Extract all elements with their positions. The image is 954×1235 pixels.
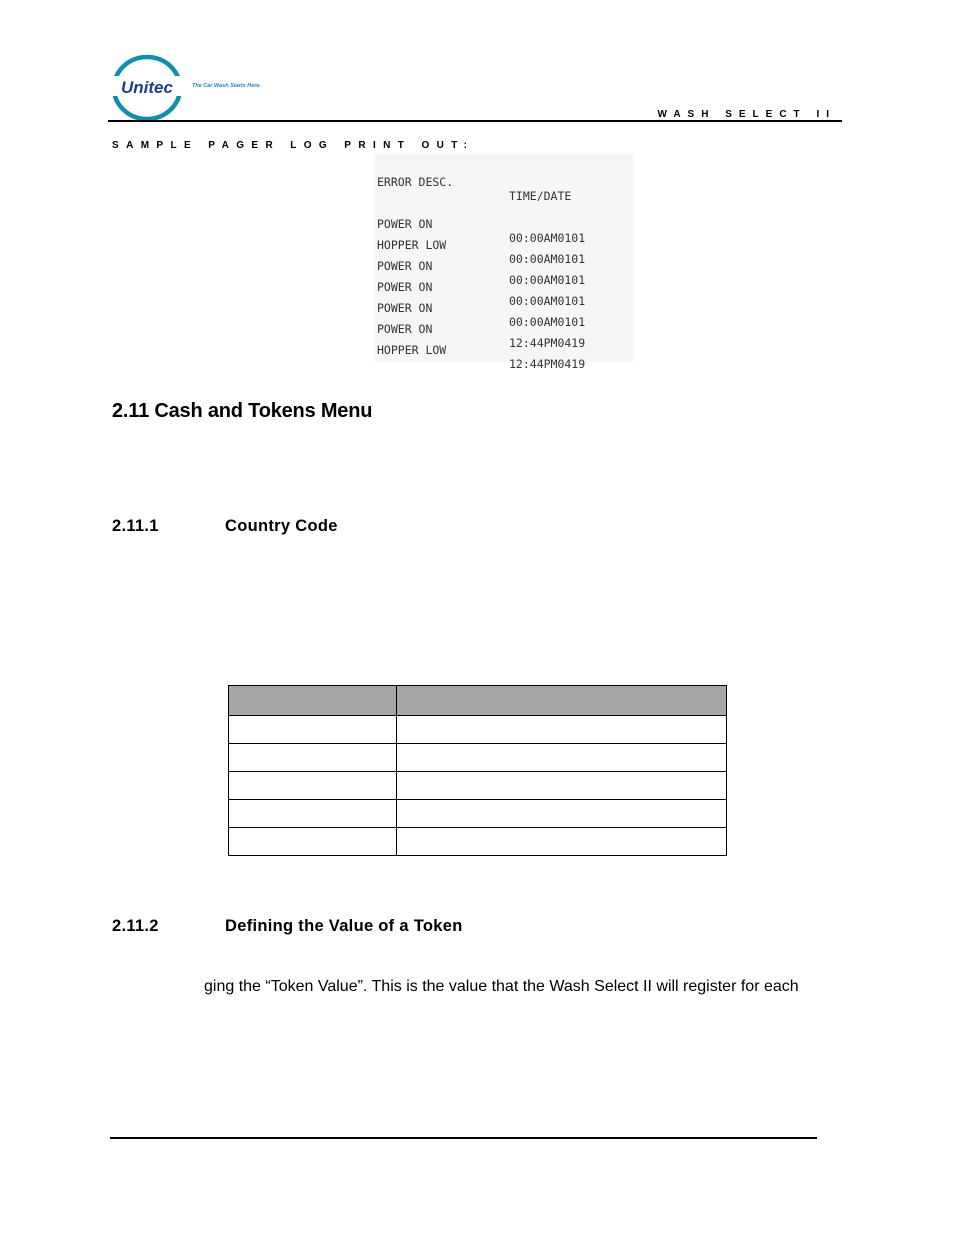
pager-log-printout (374, 154, 634, 371)
table-cell (397, 800, 727, 828)
printout-desc: HOPPER LOW (377, 343, 447, 357)
table-row (229, 772, 727, 800)
subsection-title: Country Code (225, 517, 338, 535)
header-rule (108, 120, 842, 122)
printout-time: 00:00AM0101 (509, 273, 586, 287)
table-row (229, 828, 727, 856)
printout-row (374, 329, 634, 385)
table-cell (229, 716, 397, 744)
printout-desc: POWER ON (377, 217, 433, 231)
body-paragraph: ging the “Token Value”. This is the value that the Wash Select II will register for each (204, 978, 799, 995)
logo-tagline: The Car Wash Starts Here. (192, 83, 261, 89)
printout-header-time: TIME/DATE (509, 189, 572, 203)
subsection-number: 2.11.2 (112, 917, 159, 935)
printout-time: 12:44PM0419 (509, 357, 586, 371)
table-header-cell (397, 686, 727, 716)
printout-desc: POWER ON (377, 322, 433, 336)
footer-rule (110, 1137, 817, 1139)
printout-time: 00:00AM0101 (509, 315, 586, 329)
table-cell (397, 716, 727, 744)
printout-header-desc: ERROR DESC. (377, 175, 454, 189)
table-header-cell (229, 686, 397, 716)
table-cell (229, 744, 397, 772)
table-row (229, 800, 727, 828)
logo-text: Unitec (121, 78, 173, 97)
table-row (229, 744, 727, 772)
printout-time: 00:00AM0101 (509, 252, 586, 266)
subsection-title: Defining the Value of a Token (225, 917, 463, 935)
printout-desc: POWER ON (377, 259, 433, 273)
table-cell (397, 828, 727, 856)
subsection-number: 2.11.1 (112, 517, 159, 535)
section-heading: 2.11 Cash and Tokens Menu (112, 400, 373, 422)
table-row (229, 716, 727, 744)
printout-desc: POWER ON (377, 280, 433, 294)
printout-time: 00:00AM0101 (509, 231, 586, 245)
table-cell (397, 772, 727, 800)
table-cell (229, 800, 397, 828)
country-code-table (228, 685, 727, 856)
sample-pager-log-label: SAMPLE PAGER LOG PRINT OUT: (112, 140, 475, 151)
printout-desc: HOPPER LOW (377, 238, 447, 252)
printout-time: 00:00AM0101 (509, 294, 586, 308)
table-cell (229, 828, 397, 856)
table-header-row (229, 686, 727, 716)
unitec-logo (109, 54, 185, 122)
printout-desc: POWER ON (377, 301, 433, 315)
table-cell (397, 744, 727, 772)
document-title: WASH SELECT II (657, 109, 836, 120)
table-cell (229, 772, 397, 800)
printout-time: 12:44PM0419 (509, 336, 586, 350)
